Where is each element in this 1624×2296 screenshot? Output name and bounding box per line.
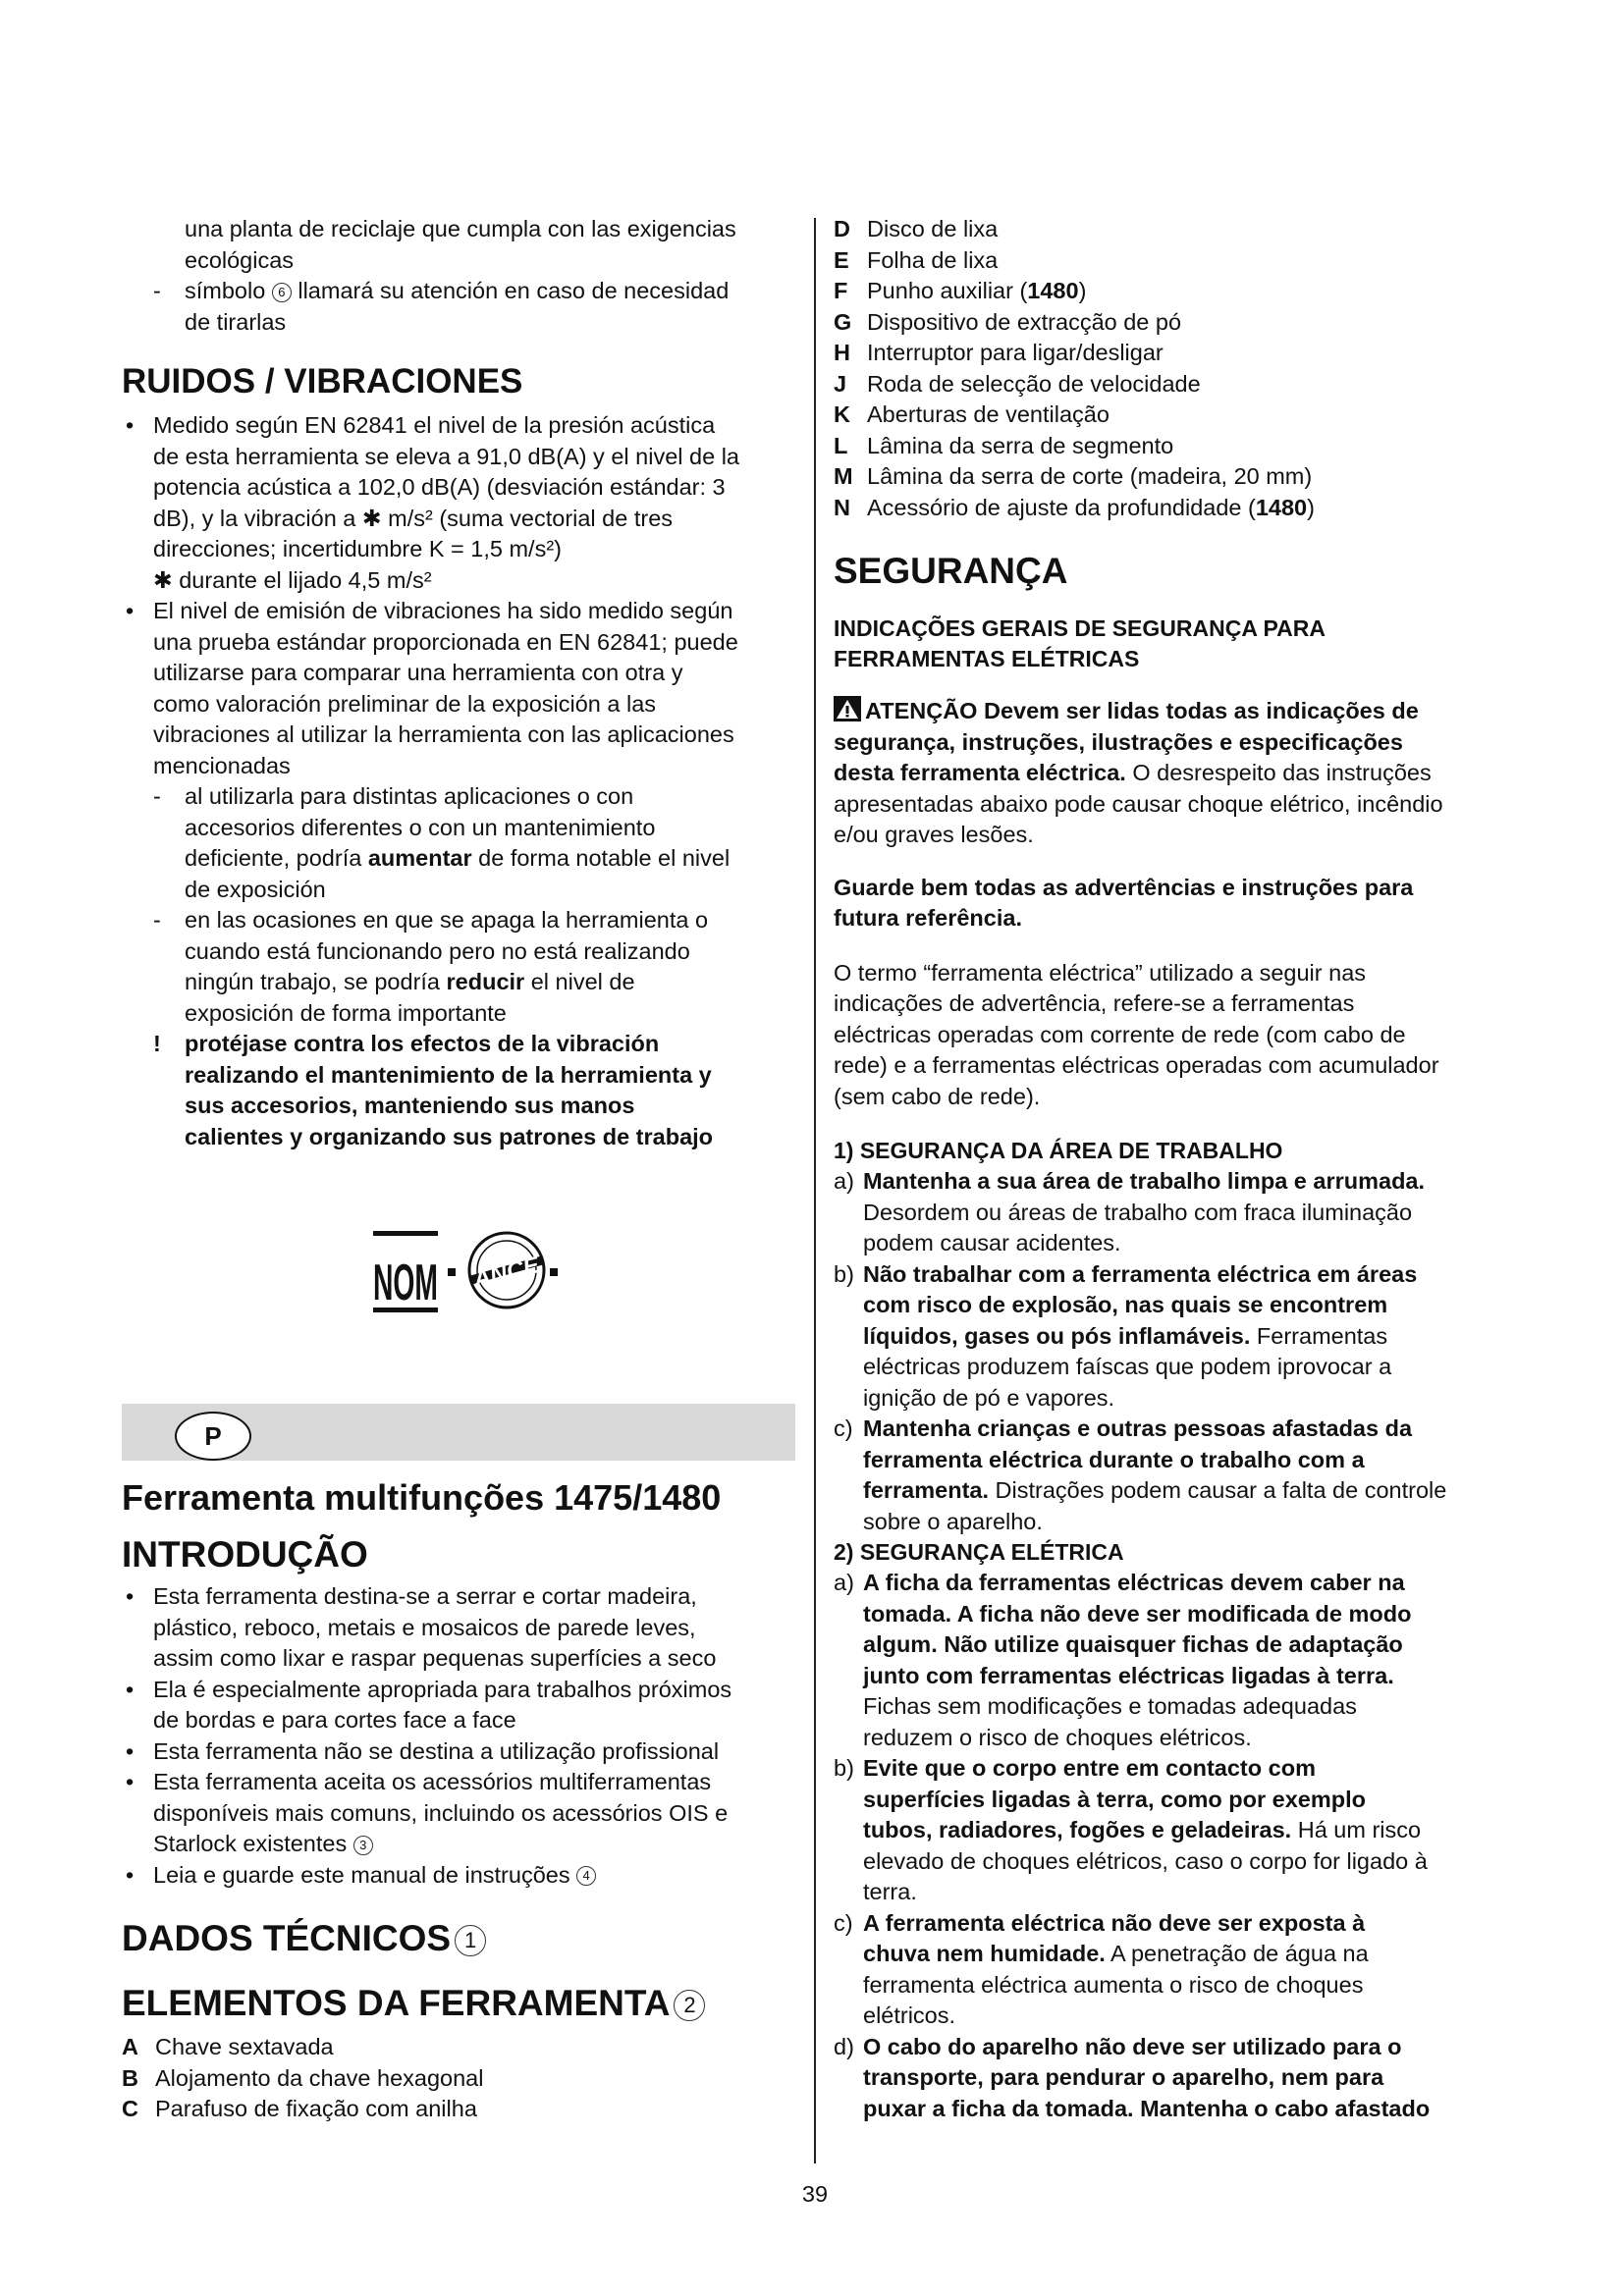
tool-element-item: H Interruptor para ligar/desligar <box>834 340 1164 365</box>
language-badge-p: P <box>175 1412 251 1461</box>
page-number: 39 <box>801 2181 829 2207</box>
dash-item-reduce: - en las ocasiones en que se apaga la herramienta o cuando está funcionando pero no está realizando ningún trabajo, se podría reducir el nivel de exposición de forma importante <box>153 907 709 1026</box>
column-divider <box>814 218 816 2163</box>
ref-number-6: 6 <box>272 283 292 302</box>
section-heading-introducao: INTRODUÇÃO <box>122 1534 368 1575</box>
tool-element-item: M Lâmina da serra de corte (madeira, 20 mm) <box>834 463 1313 489</box>
tool-element-item: L Lâmina da serra de segmento <box>834 432 1174 458</box>
tool-element-item: C Parafuso de fixação com anilha <box>122 2096 477 2121</box>
section-heading-elementos: ELEMENTOS DA FERRAMENTA 2 <box>122 1981 809 2026</box>
ance-logo-text: ANCE <box>470 1252 542 1294</box>
bullet-vibration-emission: • El nivel de emisión de vibraciones ha sido medido según una prueba estándar proporcionada en EN 62841; puede utilizarse para comparar una herramienta con otra y como valoración preliminar de la exposición a las vibraciones al utilizar la herramienta con las aplicaciones mencionadas <box>122 596 795 781</box>
ref-number-1: 1 <box>455 1925 486 1956</box>
tool-element-item: F Punho auxiliar (1480) <box>834 278 1087 303</box>
intro-bullet: • Esta ferramenta não se destina a utilização profissional <box>122 1736 809 1768</box>
certification-logos <box>369 1225 585 1323</box>
intro-bullet: • Ela é especialmente apropriada para trabalhos próximos de bordas e para cortes face a face <box>122 1675 809 1736</box>
safety-rule: d) O cabo do aparelho não deve ser utilizado para o transporte, para pendurar o aparelho, nem para puxar a ficha da tomada. Mantenha o cabo afastado <box>834 2033 1431 2121</box>
product-title: Ferramenta multifunções 1475/1480 <box>122 1477 722 1518</box>
dash-item-increase: - al utilizarla para distintas aplicaciones o con accesorios diferentes o con un mantenimiento deficiente, podría aumentar de forma notable el nivel de exposición <box>153 783 731 902</box>
intro-bullet: • Leia e guarde este manual de instruções 4 <box>122 1860 809 1892</box>
ref-number-4: 4 <box>576 1866 596 1886</box>
ref-number-3: 3 <box>353 1836 373 1855</box>
electrical-safety-heading: 2) SEGURANÇA ELÉTRICA <box>834 1539 1124 1565</box>
safety-rule: a) A ficha da ferramentas eléctricas devem caber na tomada. A ficha não deve ser modificada de modo algum. Não utilize quaisquer fichas de adaptação junto com ferramentas eléctricas ligadas à terra. Fichas sem modificações e tomadas adequadas reduzem o risco de choques elétricos. <box>834 1570 1412 1750</box>
keep-instructions-note: Guarde bem todas as advertências e instruções para futura referência. <box>834 874 1414 931</box>
bullet-noise-measurement: • Medido según EN 62841 el nivel de la presión acústica de esta herramienta se eleva a 91,0 dB(A) y el nivel de la potencia acústica a 102,0 dB(A) (desviación estándar: 3 dB), y la vibración a ✱ m/s² (suma vectorial de tres direcciones; incertidumbre K = 1,5 m/s²) ✱ durante el lijado 4,5 m/s² <box>122 410 795 596</box>
left-column <box>122 214 795 1152</box>
recycling-text-line: una planta de reciclaje que cumpla con las exigencias <box>185 216 736 241</box>
symbol-dash-item: - símbolo 6 llamará su atención en caso de necesidad de tirarlas <box>153 278 730 335</box>
recycling-text-line: ecológicas <box>185 246 295 273</box>
warning-triangle-icon <box>834 696 861 721</box>
attention-warning: ATENÇÃO Devem ser lidas todas as indicações de segurança, instruções, ilustrações e especificações desta ferramenta eléctrica. O desrespeito das instruções apresentadas abaixo pode causar choque elétrico, incêndio e/ou graves lesões. <box>834 698 1443 847</box>
tool-element-item: E Folha de lixa <box>834 246 999 273</box>
work-area-safety-heading: 1) SEGURANÇA DA ÁREA DE TRABALHO <box>834 1138 1283 1163</box>
safety-rule: a) Mantenha a sua área de trabalho limpa e arrumada. Desordem ou áreas de trabalho com fraca iluminação podem causar acidentes. <box>834 1168 1426 1255</box>
tool-element-item: D Disco de lixa <box>834 216 999 241</box>
ref-number-2: 2 <box>674 1990 705 2021</box>
safety-rule: b) Evite que o corpo entre em contacto com superfícies ligadas à terra, como por exemplo tubos, radiadores, fogões e geladeiras. Há um risco elevado de choques elétricos, caso o corpo for ligado à terra. <box>834 1755 1428 1904</box>
power-tool-definition: O termo “ferramenta eléctrica” utilizado a seguir nas indicações de advertência, refere-se a ferramentas eléctricas operadas com corrente de rede (com cabo de rede) e a ferramentas eléctricas operadas com acumulador (sem cabo de rede). <box>834 959 1439 1109</box>
nom-logo-text: NOM <box>373 1255 438 1311</box>
intro-bullet: • Esta ferramenta aceita os acessórios multiferramentas disponíveis mais comuns, incluindo os acessórios OIS e Starlock existentes 3 <box>122 1767 809 1860</box>
section-heading-seguranca: SEGURANÇA <box>834 551 1068 591</box>
nom-ance-logo <box>369 1225 585 1323</box>
general-safety-heading: INDICAÇÕES GERAIS DE SEGURANÇA PARA FERRAMENTAS ELÉTRICAS <box>834 615 1326 671</box>
safety-rule: b) Não trabalhar com a ferramenta eléctrica em áreas com risco de explosão, nas quais se encontrem líquidos, gases ou pós inflamáveis. Ferramentas eléctricas produzem faíscas que podem iprovocar a ignição de pó e vapores. <box>834 1260 1418 1411</box>
tool-element-item: J Roda de selecção de velocidade <box>834 370 1201 397</box>
section-heading-ruidos: RUIDOS / VIBRACIONES <box>122 362 523 400</box>
portuguese-left-section <box>122 1475 809 2125</box>
language-section-bar <box>122 1404 795 1461</box>
tool-element-item: A Chave sextavada <box>122 2034 334 2059</box>
tool-element-item: G Dispositivo de extracção de pó <box>834 308 1182 335</box>
safety-rule: c) A ferramenta eléctrica não deve ser exposta à chuva nem humidade. A penetração de água na ferramenta eléctrica aumenta o risco de choques elétricos. <box>834 1909 1369 2028</box>
section-heading-dados-tecnicos: DADOS TÉCNICOS 1 <box>122 1916 809 1961</box>
vibration-protection-warning: ! protéjase contra los efectos de la vibración realizando el mantenimiento de la herramienta y sus accesorios, manteniendo sus manos calientes y organizando sus patrones de trabajo <box>153 1031 714 1149</box>
tool-element-item: K Aberturas de ventilação <box>834 401 1110 427</box>
safety-rule: c) Mantenha crianças e outras pessoas afastadas da ferramenta eléctrica durante o trabalho com a ferramenta. Distrações podem causar a falta de controle sobre o aparelho. <box>834 1415 1447 1534</box>
intro-bullet: • Esta ferramenta destina-se a serrar e cortar madeira, plástico, reboco, metais e mosaicos de parede leves, assim como lixar e raspar pequenas superfícies a seco <box>122 1581 809 1675</box>
right-column <box>834 214 1521 2124</box>
tool-element-item: B Alojamento da chave hexagonal <box>122 2064 484 2091</box>
tool-element-item: N Acessório de ajuste da profundidade (1480) <box>834 494 1315 520</box>
